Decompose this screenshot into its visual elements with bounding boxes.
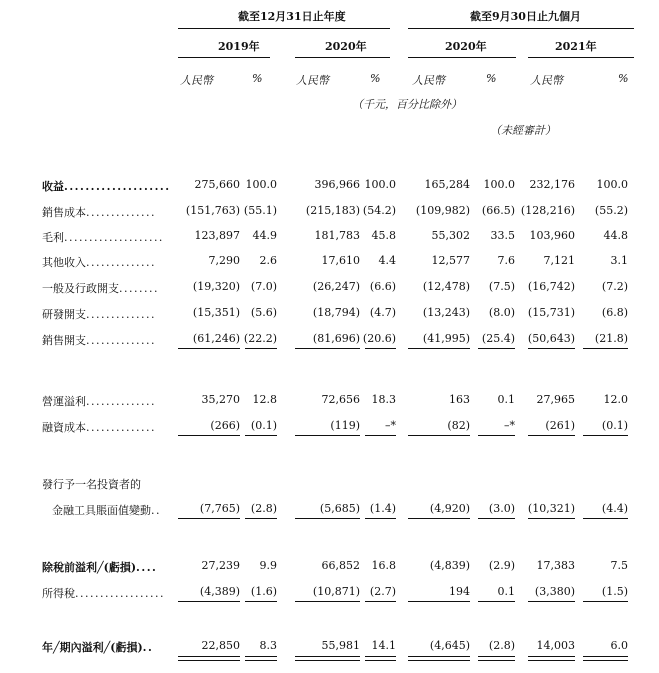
subtotal-rule	[528, 435, 575, 436]
subtotal-rule	[478, 348, 515, 349]
cell-value: (1.4)	[369, 502, 396, 515]
row-label-text: 銷售開支	[42, 334, 86, 347]
cell-value: (61,246)	[192, 332, 240, 345]
cell-value: 165,284	[424, 178, 470, 191]
row-label	[42, 204, 156, 220]
cell-value: (5.6)	[250, 306, 277, 319]
cell-value: (266)	[210, 419, 240, 432]
row-label-text: 營運溢利	[42, 395, 86, 408]
cell-value: –*	[385, 419, 396, 432]
row-label-text: 年╱期內溢利╱(虧損)	[42, 641, 143, 654]
row-label	[42, 393, 156, 409]
leader-dots: ..............	[86, 421, 156, 434]
cell-value: (4,839)	[429, 559, 470, 572]
cell-value: 66,852	[321, 559, 360, 572]
col-pct-1: %	[252, 72, 263, 85]
cell-value: (82)	[447, 419, 470, 432]
header-group-year: 截至12月31日止年度	[238, 10, 346, 23]
cell-value: (66.5)	[481, 204, 515, 217]
cell-value: 275,660	[194, 178, 240, 191]
cell-value: 18.3	[371, 393, 396, 406]
cell-value: 17,610	[321, 254, 360, 267]
col-rmb-3: 人民幣	[412, 74, 445, 87]
row-label-text: 一般及行政開支	[42, 282, 119, 295]
cell-value: (4,920)	[429, 502, 470, 515]
row-label	[52, 502, 161, 518]
cell-value: (16,742)	[527, 280, 575, 293]
cell-value: 55,981	[321, 639, 360, 652]
subtotal-rule	[245, 518, 277, 519]
total-double-rule	[295, 656, 360, 661]
row-label	[42, 585, 165, 601]
col-pct-4: %	[618, 72, 629, 85]
subtotal-rule	[245, 348, 277, 349]
unit-note: （千元，百分比除外）	[352, 98, 462, 111]
cell-value: 181,783	[314, 229, 360, 242]
leader-dots: ..............	[86, 206, 156, 219]
subtotal-rule	[478, 601, 515, 602]
total-double-rule	[365, 656, 396, 661]
cell-value: (12,478)	[422, 280, 470, 293]
cell-value: 22,850	[201, 639, 240, 652]
subtotal-rule	[245, 601, 277, 602]
cell-value: 123,897	[194, 229, 240, 242]
header-2021: 2021年	[555, 40, 597, 53]
subtotal-rule	[365, 601, 396, 602]
subtotal-rule	[365, 435, 396, 436]
cell-value: 7,290	[208, 254, 240, 267]
year-rule-2020a	[295, 57, 390, 58]
subtotal-rule	[295, 518, 360, 519]
row-label	[42, 254, 156, 270]
cell-value: (10,871)	[312, 585, 360, 598]
row-label-text: 其他收入	[42, 256, 86, 269]
total-double-rule	[583, 656, 628, 661]
subtotal-rule	[178, 435, 240, 436]
col-pct-3: %	[486, 72, 497, 85]
cell-value: (10,321)	[527, 502, 575, 515]
row-label	[42, 559, 157, 575]
year-rule-2019	[178, 57, 270, 58]
col-rmb-1: 人民幣	[180, 74, 213, 87]
cell-value: (6.6)	[369, 280, 396, 293]
cell-value: 7.6	[497, 254, 515, 267]
total-double-rule	[528, 656, 575, 661]
cell-value: 6.0	[610, 639, 628, 652]
total-double-rule	[178, 656, 240, 661]
row-label	[42, 306, 156, 322]
cell-value: (119)	[330, 419, 360, 432]
cell-value: 33.5	[490, 229, 515, 242]
cell-value: (7,765)	[199, 502, 240, 515]
cell-value: 14,003	[536, 639, 575, 652]
cell-value: (55.1)	[243, 204, 277, 217]
cell-value: (261)	[545, 419, 575, 432]
subtotal-rule	[295, 435, 360, 436]
subtotal-rule	[478, 518, 515, 519]
cell-value: (41,995)	[422, 332, 470, 345]
cell-value: (5,685)	[319, 502, 360, 515]
cell-value: 103,960	[529, 229, 575, 242]
cell-value: (4,645)	[429, 639, 470, 652]
row-label-text: 除稅前溢利╱(虧損)	[42, 561, 137, 574]
cell-value: 100.0	[245, 178, 277, 191]
cell-value: (4.4)	[601, 502, 628, 515]
cell-value: 100.0	[596, 178, 628, 191]
cell-value: 72,656	[321, 393, 360, 406]
leader-dots: ........	[119, 282, 159, 295]
cell-value: 44.9	[252, 229, 277, 242]
cell-value: 17,383	[536, 559, 575, 572]
row-label	[42, 280, 159, 296]
leader-dots: ..............	[86, 334, 156, 347]
cell-value: (8.0)	[488, 306, 515, 319]
subtotal-rule	[583, 435, 628, 436]
cell-value: 163	[449, 393, 470, 406]
leader-dots: ....................	[64, 231, 164, 244]
cell-value: 4.4	[378, 254, 396, 267]
cell-value: 232,176	[529, 178, 575, 191]
cell-value: (15,351)	[192, 306, 240, 319]
year-rule-2020b	[408, 57, 516, 58]
row-label	[42, 639, 153, 655]
header-2020-nine: 2020年	[445, 40, 487, 53]
leader-dots: ..............	[86, 308, 156, 321]
subtotal-rule	[245, 435, 277, 436]
cell-value: 2.6	[259, 254, 277, 267]
cell-value: (4.7)	[369, 306, 396, 319]
row-label-prefix: 發行予一名投資者的	[42, 478, 141, 491]
row-label	[42, 229, 164, 245]
row-label-text: 毛利	[42, 231, 64, 244]
leader-dots: ....................	[64, 180, 171, 193]
cell-value: 0.1	[497, 393, 515, 406]
cell-value: 9.9	[259, 559, 277, 572]
subtotal-rule	[528, 348, 575, 349]
leader-dots: ..	[142, 641, 154, 654]
row-label-text: 銷售成本	[42, 206, 86, 219]
cell-value: (2.8)	[250, 502, 277, 515]
subtotal-rule	[295, 601, 360, 602]
leader-dots: ....	[136, 561, 158, 574]
cell-value: (4,389)	[199, 585, 240, 598]
total-double-rule	[408, 656, 470, 661]
cell-value: 0.1	[497, 585, 515, 598]
col-pct-2: %	[370, 72, 381, 85]
subtotal-rule	[408, 348, 470, 349]
cell-value: (7.5)	[488, 280, 515, 293]
row-label-text: 融資成本	[42, 421, 86, 434]
cell-value: (1.5)	[601, 585, 628, 598]
cell-value: (7.0)	[250, 280, 277, 293]
header-2020-year: 2020年	[325, 40, 367, 53]
col-rmb-2: 人民幣	[296, 74, 329, 87]
cell-value: (54.2)	[362, 204, 396, 217]
cell-value: 44.8	[603, 229, 628, 242]
subtotal-rule	[178, 518, 240, 519]
cell-value: 100.0	[483, 178, 515, 191]
subtotal-rule	[408, 435, 470, 436]
row-label-text: 研發開支	[42, 308, 86, 321]
cell-value: 27,239	[201, 559, 240, 572]
cell-value: (22.2)	[243, 332, 277, 345]
cell-value: (3.0)	[488, 502, 515, 515]
cell-value: 12.8	[252, 393, 277, 406]
row-label	[42, 419, 156, 435]
subtotal-rule	[178, 348, 240, 349]
subtotal-rule	[478, 435, 515, 436]
header-rule-nine	[408, 28, 634, 29]
cell-value: (55.2)	[594, 204, 628, 217]
unaudited-note: （未經審計）	[490, 124, 556, 137]
leader-dots: ..	[151, 504, 161, 517]
cell-value: (2.9)	[488, 559, 515, 572]
cell-value: (25.4)	[481, 332, 515, 345]
cell-value: (215,183)	[305, 204, 360, 217]
cell-value: (15,731)	[527, 306, 575, 319]
cell-value: 55,302	[431, 229, 470, 242]
subtotal-rule	[365, 518, 396, 519]
cell-value: 14.1	[371, 639, 396, 652]
cell-value: 12.0	[603, 393, 628, 406]
leader-dots: ..............	[86, 395, 156, 408]
cell-value: (0.1)	[250, 419, 277, 432]
cell-value: (50,643)	[527, 332, 575, 345]
subtotal-rule	[583, 518, 628, 519]
row-label	[42, 332, 156, 348]
header-2019: 2019年	[218, 40, 260, 53]
cell-value: 16.8	[371, 559, 396, 572]
subtotal-rule	[178, 601, 240, 602]
cell-value: (21.8)	[594, 332, 628, 345]
row-label-text: 收益	[42, 180, 64, 193]
subtotal-rule	[583, 348, 628, 349]
row-label-text: 所得稅	[42, 587, 75, 600]
cell-value: (20.6)	[362, 332, 396, 345]
cell-value: (2.8)	[488, 639, 515, 652]
cell-value: (128,216)	[520, 204, 575, 217]
cell-value: 194	[449, 585, 470, 598]
cell-value: (3,380)	[534, 585, 575, 598]
cell-value: 7,121	[543, 254, 575, 267]
subtotal-rule	[365, 348, 396, 349]
cell-value: 35,270	[201, 393, 240, 406]
subtotal-rule	[528, 601, 575, 602]
subtotal-rule	[408, 518, 470, 519]
cell-value: 396,966	[314, 178, 360, 191]
cell-value: 3.1	[610, 254, 628, 267]
cell-value: 7.5	[610, 559, 628, 572]
col-rmb-4: 人民幣	[530, 74, 563, 87]
cell-value: (13,243)	[422, 306, 470, 319]
cell-value: (26,247)	[312, 280, 360, 293]
header-group-nine: 截至9月30日止九個月	[470, 10, 581, 23]
row-label	[42, 178, 171, 194]
row-label-text: 金融工具賬面值變動	[52, 504, 151, 517]
total-double-rule	[245, 656, 277, 661]
cell-value: 8.3	[259, 639, 277, 652]
leader-dots: ..................	[75, 587, 165, 600]
cell-value: 12,577	[431, 254, 470, 267]
subtotal-rule	[295, 348, 360, 349]
cell-value: (151,763)	[185, 204, 240, 217]
cell-value: (0.1)	[601, 419, 628, 432]
cell-value: (6.8)	[601, 306, 628, 319]
total-double-rule	[478, 656, 515, 661]
cell-value: (7.2)	[601, 280, 628, 293]
cell-value: 100.0	[364, 178, 396, 191]
year-rule-2021	[528, 57, 634, 58]
subtotal-rule	[528, 518, 575, 519]
cell-value: (1.6)	[250, 585, 277, 598]
header-rule-year	[178, 28, 390, 29]
cell-value: (18,794)	[312, 306, 360, 319]
cell-value: (109,982)	[415, 204, 470, 217]
cell-value: –*	[504, 419, 515, 432]
cell-value: (19,320)	[192, 280, 240, 293]
cell-value: 27,965	[536, 393, 575, 406]
subtotal-rule	[408, 601, 470, 602]
cell-value: 45.8	[371, 229, 396, 242]
leader-dots: ..............	[86, 256, 156, 269]
cell-value: (2.7)	[369, 585, 396, 598]
cell-value: (81,696)	[312, 332, 360, 345]
subtotal-rule	[583, 601, 628, 602]
